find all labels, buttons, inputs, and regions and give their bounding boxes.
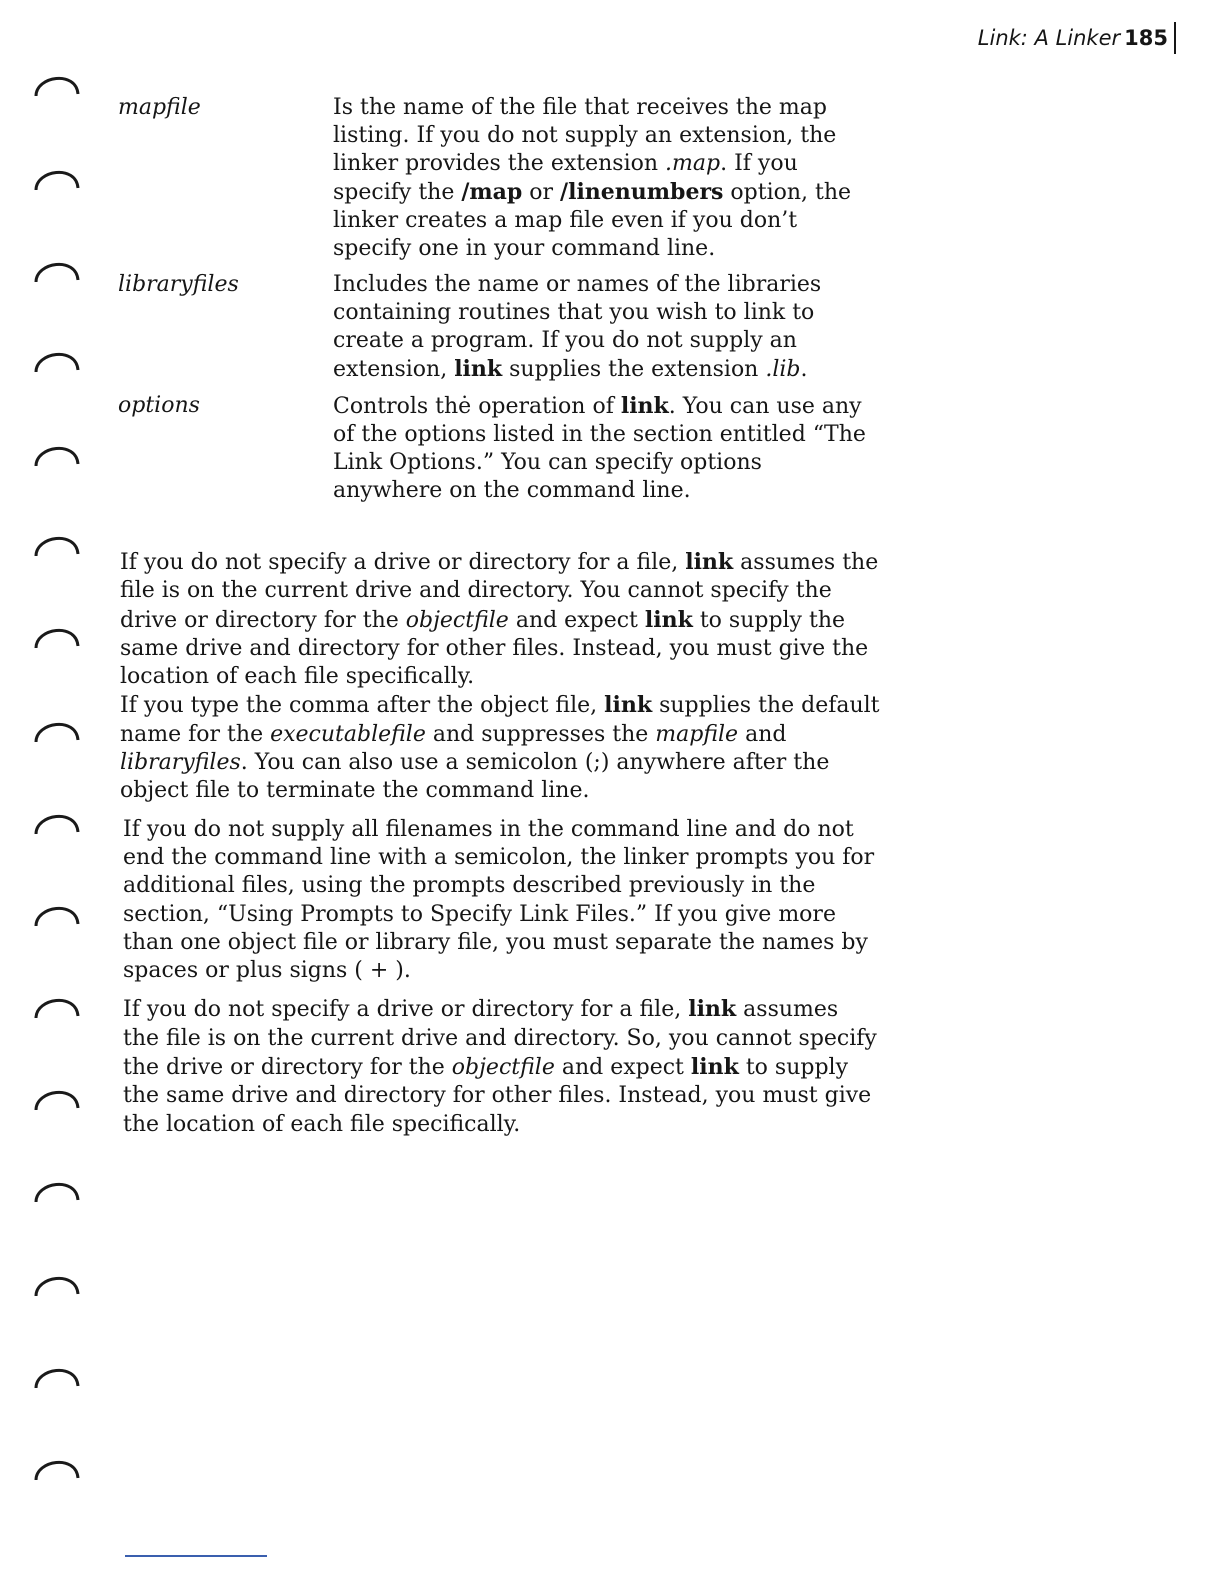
definition-item — [118, 94, 878, 263]
page-number: 185 — [1124, 26, 1168, 50]
definition-list — [118, 94, 878, 513]
text-run: . If you specify the — [333, 151, 798, 205]
text-run: Includes the name or names of the libraries containing routines that you wish to link to create a program. If you do not supply an extension, — [333, 272, 822, 382]
binder-hole-icon — [32, 1356, 82, 1396]
text-run: assumes the file is on the current drive and directory. You cannot specify the drive or directory for the — [120, 550, 879, 633]
text-run: If you do not specify a drive or directory for a file, — [123, 997, 689, 1023]
text-run: and — [738, 721, 787, 747]
footer-rule — [125, 1555, 267, 1557]
text-run: option, the linker creates a map file even if you don’t specify one in your command line. — [333, 180, 852, 261]
binder-hole-icon — [32, 158, 82, 198]
binder-holes — [32, 0, 92, 1584]
definition-term: options — [118, 393, 200, 418]
bold-term: link — [690, 1054, 739, 1081]
paragraph — [123, 816, 880, 986]
text-run: and expect — [554, 1055, 691, 1081]
definition-item — [118, 392, 878, 505]
bold-term: /linenumbers — [560, 179, 724, 205]
italic-term: .lib — [765, 357, 801, 382]
text-run: and expect — [508, 607, 645, 633]
definition-term: mapfile — [118, 95, 201, 120]
binder-hole-icon — [32, 1078, 82, 1118]
binder-hole-icon — [32, 616, 82, 656]
italic-term: objectfile — [405, 607, 509, 633]
italic-term: mapfile — [655, 721, 739, 747]
bold-term: link — [604, 692, 653, 719]
binder-hole-icon — [32, 986, 82, 1026]
definition-description — [333, 94, 878, 263]
binder-hole-icon — [32, 340, 82, 380]
text-run: If you do not supply all filenames in the command line and do not end the command line with a semicolon, the linker prompts you for additional files, using the prompts described previously in the section, “Using Prompts to Specify Link Files.” If you give more than one object file or library file, you must separate the names by spaces or plus signs ( + ). — [123, 816, 875, 984]
body-text — [120, 548, 880, 1149]
header-title: Link: A Linker — [977, 26, 1121, 50]
italic-term: .map — [665, 151, 721, 176]
binder-hole-icon — [32, 1264, 82, 1304]
text-run: supplies the default name for the — [120, 693, 880, 747]
text-run: Controls thė operation of — [333, 394, 621, 419]
binder-hole-icon — [32, 250, 82, 290]
definition-description — [333, 271, 878, 384]
text-run: If you type the comma after the object file, — [120, 693, 605, 719]
paragraph — [123, 995, 880, 1138]
bold-term: /map — [461, 179, 523, 205]
text-run: or — [522, 180, 561, 205]
binder-hole-icon — [32, 1170, 82, 1210]
text-run: . — [800, 357, 808, 382]
binder-hole-icon — [32, 1448, 82, 1488]
text-run: . You can also use a semicolon (;) anywhere after the object file to terminate the command line. — [120, 750, 830, 804]
paragraph — [120, 691, 880, 805]
binder-hole-icon — [32, 710, 82, 750]
definition-description — [333, 392, 878, 505]
bold-term: link — [454, 356, 503, 382]
binder-hole-icon — [32, 802, 82, 842]
binder-hole-icon — [32, 894, 82, 934]
text-run: and suppresses the — [425, 721, 656, 747]
binder-hole-icon — [32, 524, 82, 564]
definition-item — [118, 271, 878, 384]
binder-hole-icon — [32, 434, 82, 474]
bold-term: link — [620, 393, 669, 419]
paragraph — [120, 548, 880, 691]
italic-term: executablefile — [270, 721, 426, 747]
binder-hole-icon — [32, 64, 82, 104]
italic-term: libraryfiles — [120, 750, 241, 776]
text-run: . You can use any of the options listed in the section entitled “The Link Options.” You can specify options anywhere on the command line. — [333, 394, 866, 503]
bold-term: link — [688, 996, 737, 1023]
italic-term: objectfile — [451, 1055, 555, 1081]
definition-term: libraryfiles — [118, 272, 239, 297]
text-run: Is the name of the file that receives the map listing. If you do not supply an extension, the linker provides the extension — [333, 95, 837, 176]
text-run: to supply the same drive and directory for other files. Instead, you must give the location of each file specifically. — [120, 607, 869, 690]
running-header — [940, 22, 1176, 54]
text-run: supplies the extension — [502, 357, 766, 382]
bold-term: link — [644, 606, 693, 633]
text-run: If you do not specify a drive or directory for a file, — [120, 550, 686, 575]
text-run: assumes the file is on the current drive and directory. So, you cannot specify the drive or directory for the — [123, 997, 877, 1081]
text-run: to supply the same drive and directory for other files. Instead, you must give the location of each file specifically. — [123, 1055, 872, 1137]
bold-term: link — [685, 549, 734, 575]
